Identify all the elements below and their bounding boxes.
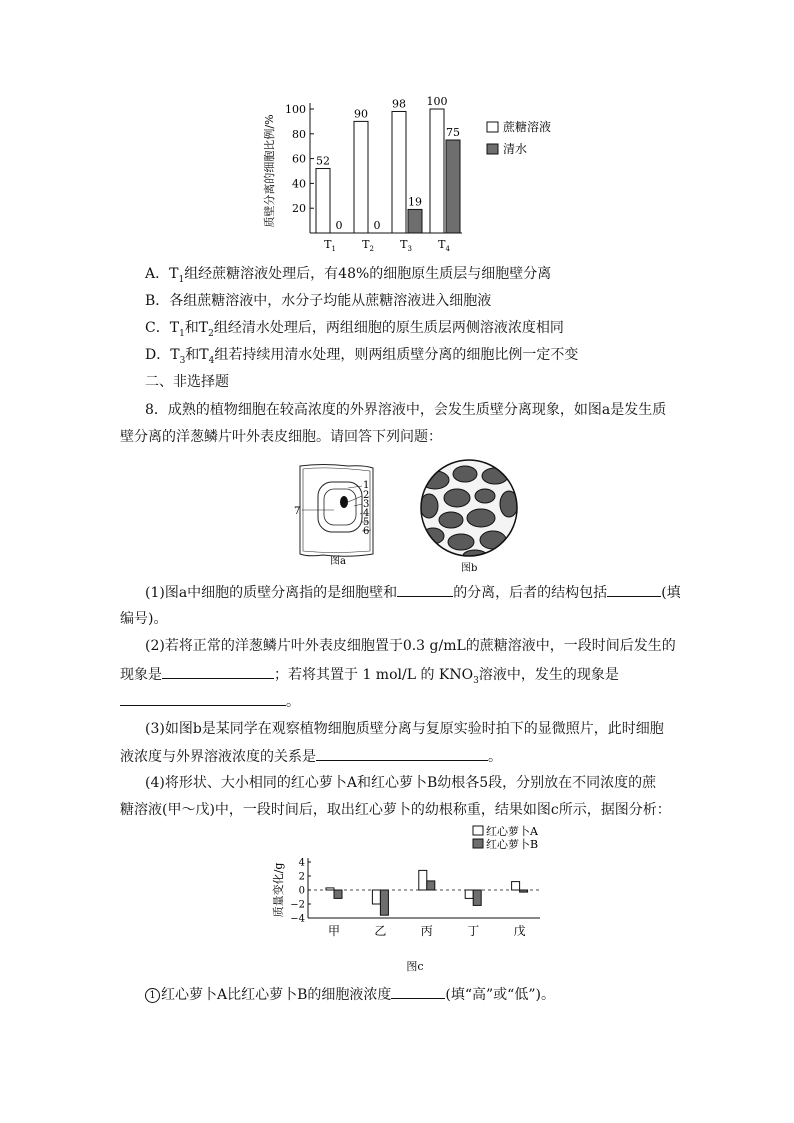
section-title: 二、非选择题: [145, 374, 229, 390]
legend-label: 红心萝卜A: [486, 825, 538, 838]
data-label: 98: [392, 97, 406, 111]
legend-label: 清水: [503, 142, 528, 156]
y-tick-label: −2: [290, 899, 305, 911]
q8-p3-line1: (3)如图b是某同学在观察植物细胞质壁分离与复原实验时拍下的显微照片，此时细胞: [145, 721, 664, 737]
x-tick-label: $T_1$: [324, 238, 336, 253]
answer-blank-2b[interactable]: [120, 691, 286, 706]
q8-p4-q1-b: (填“高”或“低”)。: [445, 987, 555, 1003]
x-tick-label: 丁: [467, 924, 480, 938]
answer-blank-2a[interactable]: [162, 664, 274, 679]
bar: [354, 121, 368, 233]
option-c-sub2: 2: [208, 328, 214, 339]
bar: [316, 169, 330, 233]
answer-blank-1b[interactable]: [607, 582, 661, 597]
q8-p2-line3: [120, 691, 300, 712]
x-tick-label: $T_4$: [438, 238, 450, 253]
x-tick-label: $T_2$: [362, 238, 374, 253]
bar: [372, 890, 380, 904]
q8-p2-c-sub: 3: [473, 675, 479, 686]
option-c-mid: 和T: [184, 320, 209, 336]
x-tick-subscript: 4: [445, 245, 450, 253]
fig-a-num-1: 1: [363, 480, 370, 491]
fig-a-num-5: 5: [363, 517, 370, 528]
q8-p1-a: (1)图a中细胞的质壁分离指的是细胞壁和: [145, 585, 398, 601]
data-label: 0: [373, 219, 381, 232]
label-line-2: [348, 496, 362, 502]
fig-a-num-7: 7: [294, 506, 301, 517]
q8-stem-line2: 壁分离的洋葱鳞片叶外表皮细胞。请回答下列问题：: [120, 429, 442, 445]
option-d: [145, 345, 578, 365]
option-a: [145, 264, 551, 284]
y-tick-label: 0: [298, 885, 305, 897]
y-tick-label: 20: [292, 202, 306, 216]
q8-p4-line2: 糖溶液(甲～戊)中，一段时间后，取出红心萝卜的幼根称重，结果如图c所示，据图分析：: [120, 802, 671, 818]
bar: [419, 870, 427, 890]
y-tick-label: 80: [292, 127, 306, 141]
figure-b-micrograph: [415, 458, 527, 576]
q8-stem-line1: 8．成熟的植物细胞在较高浓度的外界溶液中，会发生质壁分离现象，如图a是发生质: [145, 402, 667, 418]
data-label: 100: [426, 95, 448, 108]
option-c-post: 组经清水处理后，两组细胞的原生质层两侧溶液浓度相同: [213, 320, 564, 336]
mass-change-bar-chart: [270, 822, 560, 974]
x-tick-label: 丙: [420, 924, 433, 938]
q8-p1-b: 的分离，后者的结构包括: [453, 585, 608, 601]
q8-p3-b: 液浓度与外界溶液浓度的关系是: [120, 749, 316, 765]
fig-a-caption: 图a: [330, 556, 346, 567]
option-d-sub2: 4: [208, 355, 215, 366]
bar: [473, 890, 481, 905]
bar: [430, 109, 444, 233]
data-label: 19: [408, 195, 422, 209]
fig-a-num-3: 3: [363, 499, 370, 510]
vacuole: [324, 489, 356, 525]
y-tick-label: 4: [298, 857, 305, 869]
data-label: 75: [446, 126, 460, 139]
y-tick-label: 2: [298, 871, 305, 883]
fig-a-num-6: 6: [363, 526, 370, 537]
x-tick-label: 戊: [513, 924, 526, 938]
cell-ratio-bar-chart: [255, 92, 585, 260]
x-tick-label: 甲: [327, 924, 341, 938]
nucleus: [340, 496, 348, 508]
protoplast-outer: [318, 482, 362, 532]
x-tick-label: 乙: [374, 924, 387, 938]
option-c-pre: C．T: [145, 320, 180, 336]
answer-blank-4[interactable]: [391, 984, 445, 999]
y-tick-label: 40: [292, 177, 306, 191]
data-label: 52: [316, 154, 330, 168]
fig-b-caption: 图b: [461, 563, 478, 574]
bar: [408, 209, 422, 233]
bar: [380, 890, 388, 915]
option-c-sub1: 1: [179, 328, 185, 339]
option-d-mid: 和T: [185, 347, 209, 363]
option-a-pre: A．T: [145, 266, 179, 282]
answer-blank-1a[interactable]: [397, 582, 453, 597]
q8-p2-line2: [120, 664, 619, 685]
q8-p3-c: 。: [488, 749, 502, 765]
q8-p4-line1: (4)将形状、大小相同的红心萝卜A和红心萝卜B幼根各5段，分别放在不同浓度的蔗: [145, 775, 657, 791]
q8-p1-c: (填: [661, 585, 681, 601]
option-d-post: 组若持续用清水处理，则两组质壁分离的细胞比例一定不变: [214, 347, 579, 363]
x-tick-subscript: 3: [407, 245, 412, 253]
legend-label: 红心萝卜B: [486, 838, 539, 851]
q8-p2-d: 溶液中，发生的现象是: [478, 667, 619, 683]
fig-a-num-2: 2: [363, 490, 370, 501]
y-tick-label: 60: [292, 152, 306, 166]
bar: [446, 140, 460, 233]
y-axis-label: 质壁分离的细胞比例/%: [263, 114, 276, 228]
figure-a-cell-diagram: [288, 462, 393, 570]
option-d-pre: D．T: [145, 347, 180, 363]
option-b-text: B．各组蔗糖溶液中，水分子均能从蔗糖溶液进入细胞液: [145, 293, 492, 309]
x-tick-label: $T_3$: [400, 238, 412, 253]
bar: [334, 890, 342, 898]
answer-blank-3[interactable]: [316, 746, 488, 761]
bar: [465, 890, 473, 898]
q8-p4-q1-a: 红心萝卜A比红心萝卜B的细胞液浓度: [161, 987, 392, 1003]
q8-p4-q1: [145, 984, 555, 1005]
y-tick-label: −4: [290, 913, 305, 925]
bar: [512, 882, 520, 890]
legend-swatch: [473, 826, 483, 835]
q8-p1-line1: [145, 582, 681, 603]
legend-swatch: [473, 839, 483, 848]
chart-caption: 图c: [406, 960, 424, 973]
option-c: [145, 318, 564, 338]
q8-p1-line2: 编号)。: [120, 611, 168, 627]
legend-swatch: [487, 122, 498, 132]
x-tick-subscript: 2: [369, 245, 374, 253]
q8-p2-e: 。: [286, 694, 300, 710]
legend-swatch: [487, 144, 498, 154]
q8-p3-line2: [120, 746, 502, 767]
data-label: 90: [354, 107, 368, 121]
bar: [392, 111, 406, 233]
q8-p2-line1: (2)若将正常的洋葱鳞片叶外表皮细胞置于0.3 g/mL的蔗糖溶液中，一段时间后发生的: [145, 638, 676, 654]
option-d-sub1: 3: [179, 355, 186, 366]
circled-number-1: [145, 988, 160, 1003]
y-tick-label: 100: [285, 103, 306, 116]
bar: [427, 881, 435, 890]
q8-p2-c: ；若将其置于 1 mol/L 的 KNO: [274, 667, 474, 683]
label-line-3: [354, 504, 362, 506]
option-b: [145, 291, 491, 311]
y-axis-label: 质量变化/g: [272, 862, 285, 918]
legend-label: 蔗糖溶液: [503, 120, 552, 134]
fig-a-num-4: 4: [363, 508, 370, 519]
x-tick-subscript: 1: [331, 245, 336, 253]
q8-p2-b: 现象是: [120, 667, 162, 683]
circled-number-1-text: 1: [149, 990, 156, 1001]
bar: [520, 890, 528, 892]
data-label: 0: [335, 219, 343, 232]
option-a-post: 组经蔗糖溶液处理后，有48%的细胞原生质层与细胞壁分离: [184, 266, 552, 282]
bar: [326, 888, 334, 890]
option-a-sub: 1: [178, 274, 185, 285]
